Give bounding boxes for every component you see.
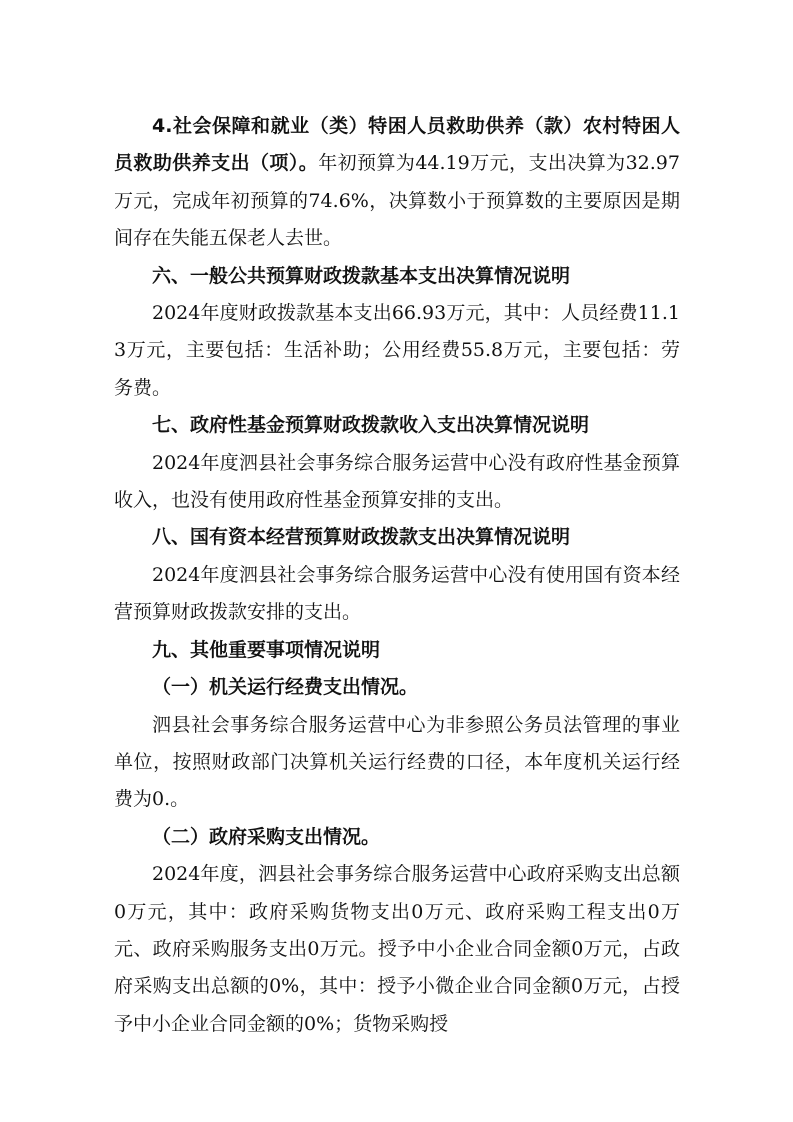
section-9-sub-1-heading: （一）机关运行经费支出情况。 <box>152 676 419 699</box>
section-9-sub-2-body: 2024年度，泗县社会事务综合服务运营中心政府采购支出总额0万元，其中：政府采购货物支出0万元、政府采购工程支出0万元、政府采购服务支出0万元。授予中小企业合同金额0万元，占政府采购支出总额的0%，其中：授予小微企业合同金额0万元，占授予中小企业合同金额的0%；货物采购授 <box>114 863 680 1035</box>
section-6-body: 2024年度财政拨款基本支出66.93万元，其中：人员经费11.13万元，主要包括：生活补助；公用经费55.8万元，主要包括：劳务费。 <box>114 302 680 399</box>
section-9-sub-1-body: 泗县社会事务综合服务运营中心为非参照公务员法管理的事业单位，按照财政部门决算机关运行经费的口径，本年度机关运行经费为0.。 <box>114 713 680 811</box>
section-8-heading: 八、国有资本经营预算财政拨款支出决算情况说明 <box>152 526 571 549</box>
social-security-item-title: 4.社会保障和就业（类）特困人员救助供养（款）农村特困人员救助供养支出（项）。 <box>114 115 680 175</box>
section-6-heading: 六、一般公共预算财政拨款基本支出决算情况说明 <box>152 264 571 287</box>
section-9-sub-2-heading: （二）政府采购支出情况。 <box>152 825 381 848</box>
section-7-body: 2024年度泗县社会事务综合服务运营中心没有政府性基金预算收入，也没有使用政府性基金预算安排的支出。 <box>114 451 680 512</box>
section-9-heading: 九、其他重要事项情况说明 <box>152 638 381 661</box>
section-7-heading: 七、政府性基金预算财政拨款收入支出决算情况说明 <box>152 414 590 437</box>
document-body <box>114 108 680 1043</box>
section-8-body: 2024年度泗县社会事务综合服务运营中心没有使用国有资本经营预算财政拨款安排的支出。 <box>114 563 680 624</box>
social-security-paragraph <box>114 108 680 258</box>
social-security-item-text: 年初预算为44.19万元，支出决算为32.97万元，完成年初预算的74.6%，决算数小于预算数的主要原因是期间存在失能五保老人去世。 <box>114 152 680 250</box>
